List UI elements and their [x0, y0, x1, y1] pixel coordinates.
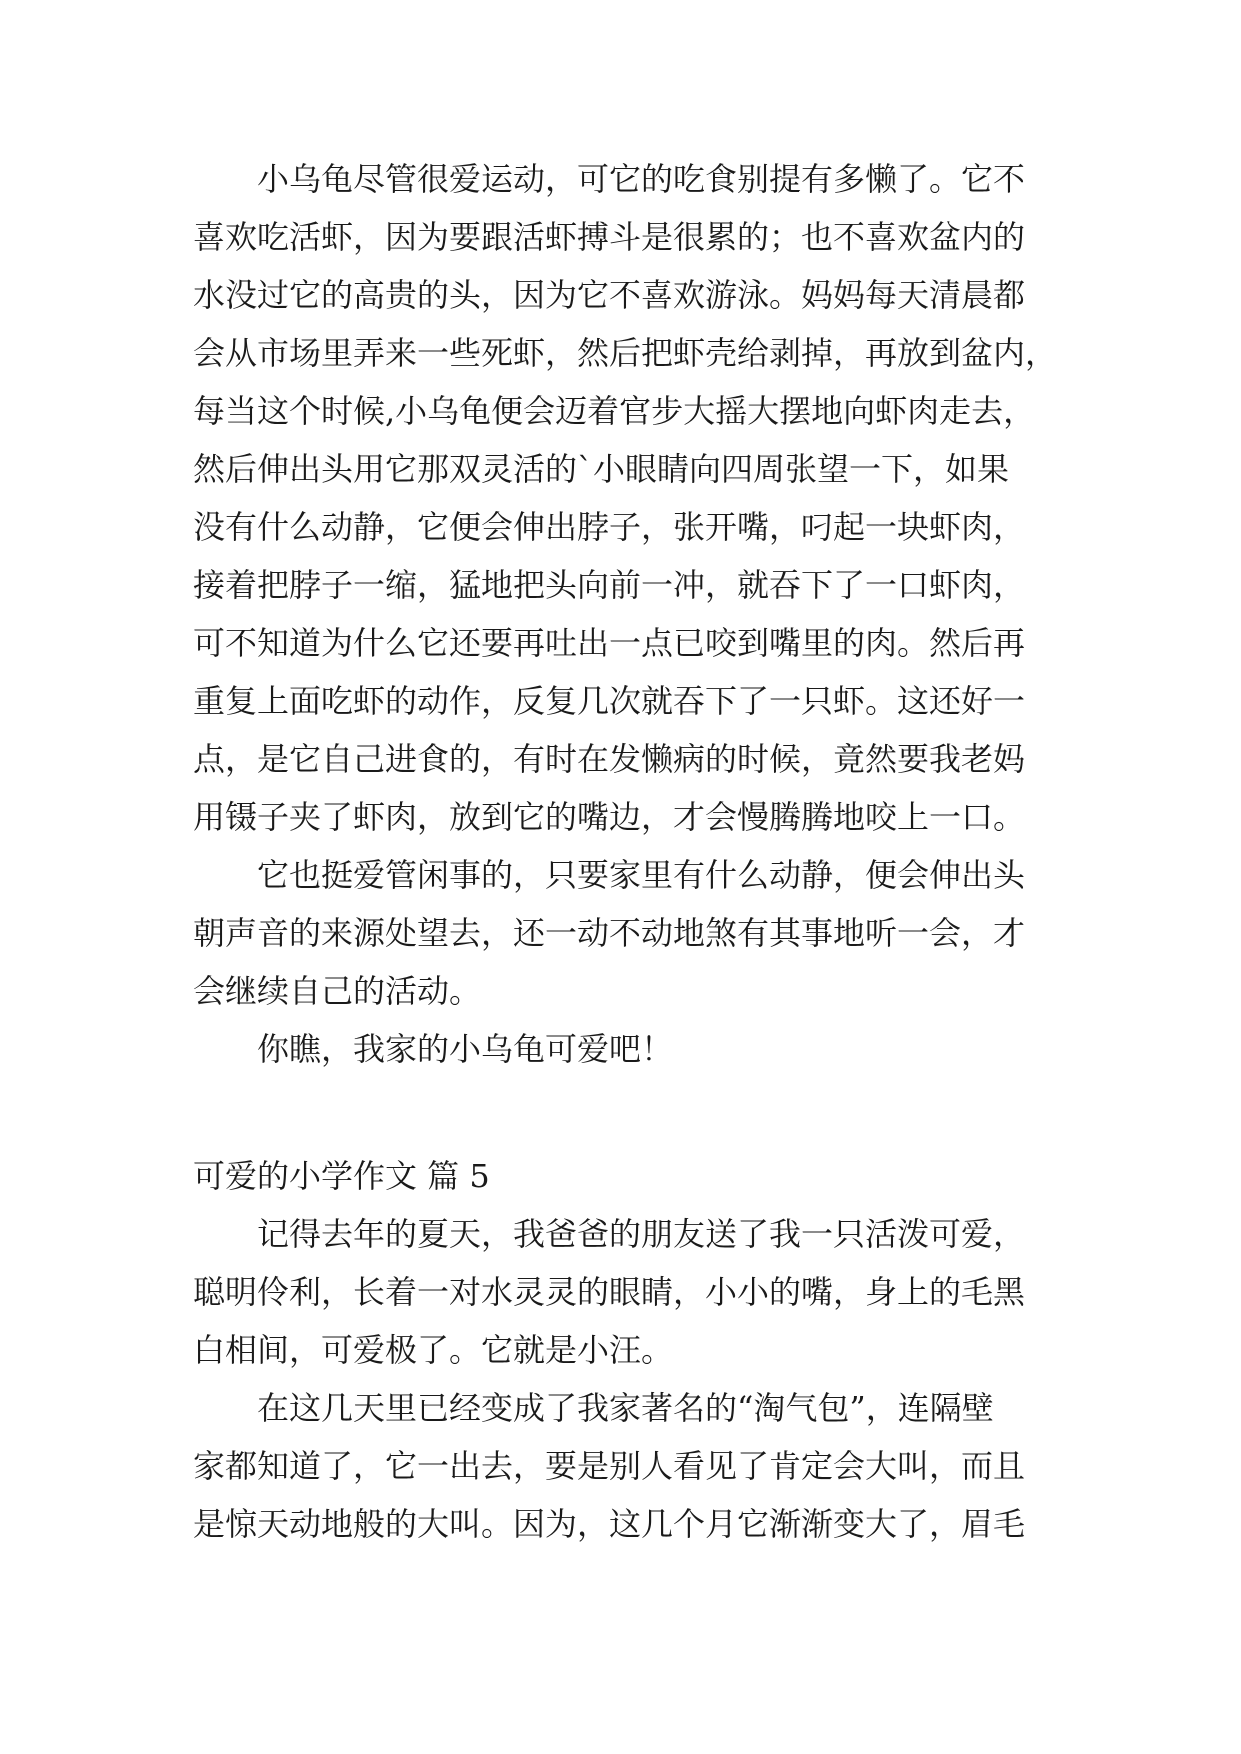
text-line: 用镊子夹了虾肉，放到它的嘴边，才会慢腾腾地咬上一口。 [193, 798, 1026, 836]
paragraph-turtle-eating [193, 150, 1058, 846]
text-line: 家都知道了，它一出去，要是别人看见了肯定会大叫，而且 [193, 1447, 1026, 1485]
text-line: 喜欢吃活虾，因为要跟活虾搏斗是很累的；也不喜欢盆内的 [193, 218, 1026, 256]
text-line: 你瞧，我家的小乌龟可爱吧！ [193, 1030, 674, 1068]
article-5 [193, 1205, 1053, 1553]
text-line: 会继续自己的活动。 [193, 972, 482, 1010]
text-line: 在这几天里已经变成了我家著名的“淘气包”，连隔壁 [193, 1389, 994, 1427]
text-line: 接着把脖子一缩，猛地把头向前一冲，就吞下了一口虾肉， [193, 566, 1026, 604]
text-line: 然后伸出头用它那双灵活的`小眼睛向四周张望一下，如果 [193, 450, 1010, 488]
text-line: 重复上面吃虾的动作，反复几次就吞下了一只虾。这还好一 [193, 682, 1026, 720]
text-line: 聪明伶利，长着一对水灵灵的眼睛，小小的嘴，身上的毛黑 [193, 1273, 1026, 1311]
text-line: 记得去年的夏天，我爸爸的朋友送了我一只活泼可爱， [193, 1215, 1026, 1253]
section-title-block [193, 1147, 1053, 1205]
text-line: 白相间，可爱极了。它就是小汪。 [193, 1331, 674, 1369]
article-continuation [193, 150, 1058, 1078]
paragraph-puppy-intro [193, 1205, 1053, 1379]
text-line: 朝声音的来源处望去，还一动不动地煞有其事地听一会，才 [193, 914, 1026, 952]
paragraph-turtle-curious [193, 846, 1053, 1020]
paragraph-puppy-naughty [193, 1379, 1053, 1553]
paragraph-conclusion [193, 1020, 1053, 1078]
section-title: 可爱的小学作文 篇 5 [193, 1157, 490, 1195]
text-line: 水没过它的高贵的头，因为它不喜欢游泳。妈妈每天清晨都 [193, 276, 1026, 314]
text-line: 可不知道为什么它还要再吐出一点已咬到嘴里的肉。然后再 [193, 624, 1026, 662]
text-line: 小乌龟尽管很爱运动，可它的吃食别提有多懒了。它不 [193, 160, 1026, 198]
text-line: 点，是它自己进食的，有时在发懒病的时候，竟然要我老妈 [193, 740, 1026, 778]
text-line: 是惊天动地般的大叫。因为，这几个月它渐渐变大了，眉毛 [193, 1505, 1026, 1543]
text-line: 没有什么动静，它便会伸出脖子，张开嘴，叼起一块虾肉， [193, 508, 1026, 546]
text-line: 它也挺爱管闲事的，只要家里有什么动静，便会伸出头 [193, 856, 1026, 894]
text-line: 每当这个时候,小乌龟便会迈着官步大摇大摆地向虾肉走去， [193, 392, 1036, 430]
text-line: 会从市场里弄来一些死虾，然后把虾壳给剥掉，再放到盆内， [193, 334, 1058, 372]
